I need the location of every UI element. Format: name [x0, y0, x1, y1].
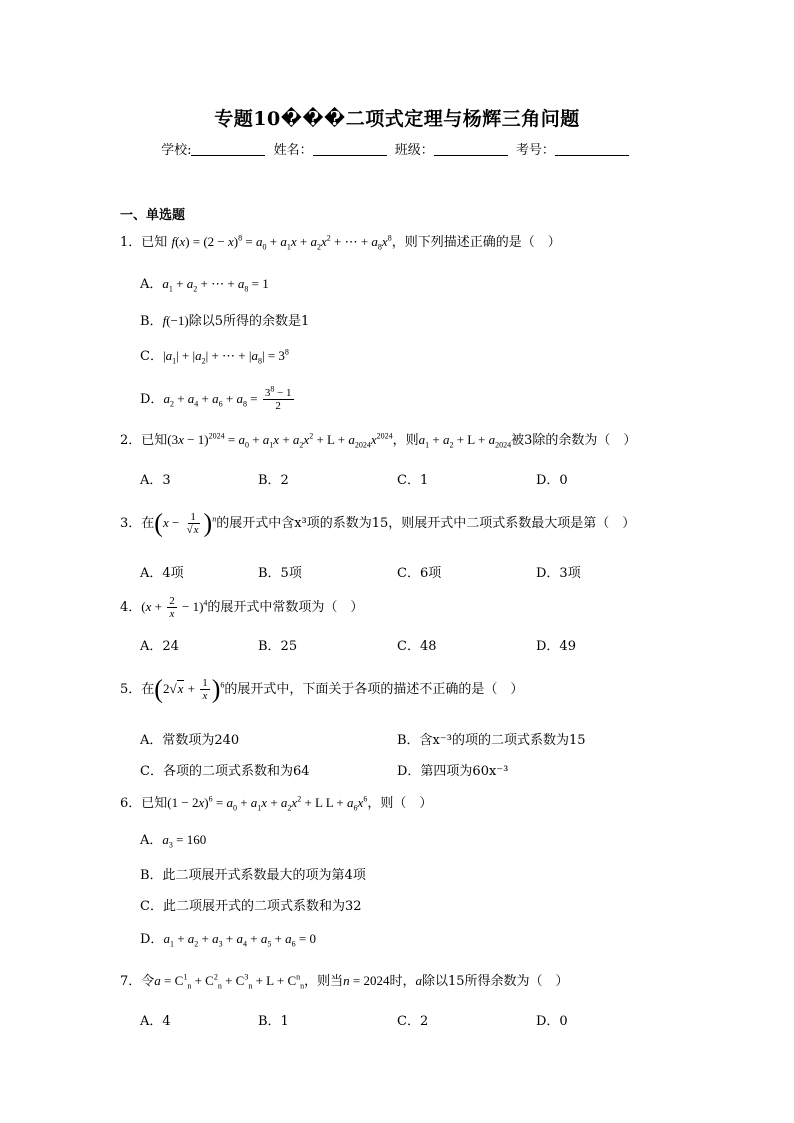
question-7-option-c[interactable]: C．2 [397, 1014, 429, 1029]
question-3-option-d[interactable]: D．3项 [536, 566, 581, 581]
question-2-option-c[interactable]: C．1 [397, 473, 429, 488]
question-5-option-c[interactable]: C．各项的二项式系数和为64 [140, 764, 310, 779]
question-2-option-a[interactable]: A．3 [140, 473, 171, 488]
section-heading: 一、单选题 [120, 208, 186, 223]
question-4-option-d[interactable]: D．49 [536, 639, 576, 654]
question-6-option-c[interactable]: C．此二项展开式的二项式系数和为32 [140, 899, 362, 914]
question-2-stem: 2．已知$(3x - 1)^{2024} = a_0 + a_1x + a_2x^2 + L + a_{2024}x^{2024}$，则$a_1 + a_2 + L + a_{2024}$被3除的余数为（ ） [120, 431, 637, 450]
question-4-option-b[interactable]: B．25 [258, 639, 298, 654]
question-6-stem: 6．已知$(1 - 2x)^6 = a_0 + a_1x + a_2x^2 + L$ $L + a_6x^6$，则（ ） [120, 794, 433, 813]
name-label: 姓名： [273, 143, 313, 158]
class-label: 班级： [394, 143, 434, 158]
school-label: 学校: [161, 143, 192, 158]
student-info-row [0, 139, 794, 158]
page-title: 专题10���二项式定理与杨辉三角问题 [214, 108, 580, 130]
question-3-stem: 3．在(x − $\frac{1}{√x}$ )$^n$的展开式中含x³项的系数为15，则展开式中二项式系数最大项是第（ ） [120, 508, 636, 538]
question-1-option-a[interactable]: A．$a_1 + a_2$ + ⋯ + $a_8 = 1$ [140, 276, 269, 294]
question-3-option-c[interactable]: C．6项 [397, 566, 442, 581]
question-5-stem: 5．在(2√x + $\frac{1}{x}$ )$^6$的展开式中，下面关于各项的描述不正确的是（ ） [120, 674, 524, 704]
question-3-option-a[interactable]: A．4项 [140, 566, 184, 581]
question-6-option-a[interactable]: A．$a_3 = 160$ [140, 832, 207, 850]
question-7-option-d[interactable]: D．0 [536, 1014, 568, 1029]
question-6-option-d[interactable]: D．$a_1 + a_2 + a_3 + a_4 + a_5 + a_6 = 0$ [140, 931, 316, 949]
name-blank[interactable] [313, 143, 387, 156]
question-3-option-b[interactable]: B．5项 [258, 566, 302, 581]
question-4-option-c[interactable]: C．48 [397, 639, 437, 654]
question-5-option-a[interactable]: A．常数项为240 [140, 733, 240, 748]
question-5-option-b[interactable]: B．含x⁻³的项的二项式系数为15 [397, 733, 586, 748]
question-5-option-d[interactable]: D．第四项为60x⁻³ [397, 764, 509, 779]
question-4-stem: 4．(x + $\frac{2}{x}$ − 1)$^4$的展开式中常数项为（ ） [120, 595, 364, 620]
question-2-option-b[interactable]: B．2 [258, 473, 289, 488]
question-1-option-d[interactable]: D．$a_2 + a_4 + a_6 + a_8$ = $\frac{3^8 - 1}{2}$ [140, 384, 292, 412]
question-7-option-a[interactable]: A．4 [140, 1014, 171, 1029]
question-2-option-d[interactable]: D．0 [536, 473, 568, 488]
question-7-stem: 7．令$a = C^1_n + C^2_n + C^3_n + L + C^n_n$，则当n = 2024时，a除以15所得余数为（ ） [120, 972, 569, 991]
question-6-option-b[interactable]: B．此二项展开式系数最大的项为第4项 [140, 868, 366, 883]
class-blank[interactable] [434, 143, 508, 156]
question-4-option-a[interactable]: A．24 [140, 639, 179, 654]
exam-number-label: 考号： [515, 143, 555, 158]
question-1-stem: 1．已知 $f(x) = (2 - x)^8 = a_0 + a_1x + a_2x^2$ + ⋯ + $a_8x^8$，则下列描述正确的是（ ） [120, 233, 561, 252]
question-7-option-b[interactable]: B．1 [258, 1014, 289, 1029]
formula: f [171, 234, 176, 249]
exam-number-blank[interactable] [555, 143, 629, 156]
school-blank[interactable] [191, 143, 265, 156]
question-1-option-c[interactable]: C．$|a_1| + |a_2|$ + ⋯ + $|a_8| = 3^8$ [140, 347, 289, 366]
question-1-option-b[interactable]: B．f(−1)除以5所得的余数是1 [140, 313, 310, 329]
